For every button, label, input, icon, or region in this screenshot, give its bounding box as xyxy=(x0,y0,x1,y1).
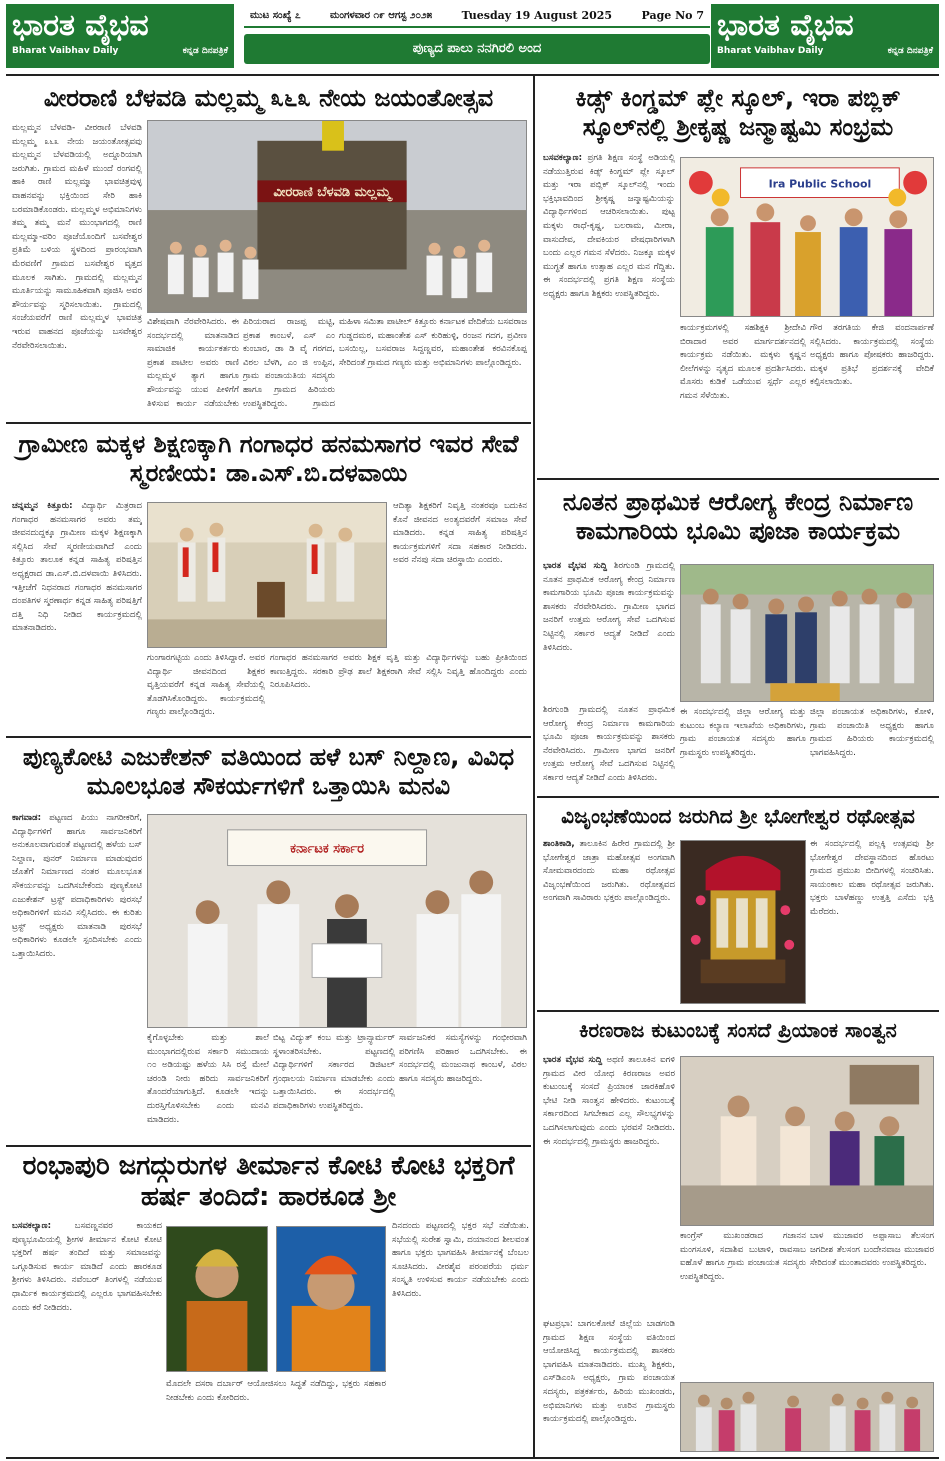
article-text: ವಿದ್ಯಾರ್ಥಿ ಮಿತ್ರರಾದ ಗಂಗಾಧರ ಹನಮಸಾಗರ ಅವರು ತಮ್ಮ ಜೀವನದುದ್ದಕ್ಕೂ ಗ್ರಾಮೀಣ ಮಕ್ಕಳ ಶಿಕ್ಷಣಕ್ಕಾಗಿ ಸಲ್ಲಿಸಿದ ಸೇವೆ ಸ್ಮರಣೀಯವಾಗಿದೆ ಎಂದು ಕಿತ್ತೂರು ತಾಲೂಕ ಕನ್ನಡ ಸಾಹಿತ್ಯ ಪರಿಷತ್ತಿನ ಅಧ್ಯಕ್ಷರಾದ ಡಾ.ಎಸ್.ಬಿ.ದಳವಾಯಿ ತಿಳಿಸಿದರು. ಇತ್ತೀಚೆಗೆ ನಿಧನರಾದ ಗಂಗಾಧರ ಹನಮಸಾಗರ ದಂಪತಿಗಳ ಸ್ಮರಣಾರ್ಥ ಕನ್ನಡ ಸಾಹಿತ್ಯ ಪರಿಷತ್ತಿಗೆ ದತ್ತಿ ನಿಧಿ ನೀಡಿದ ಕಾರ್ಯಕ್ರಮದಲ್ಲಿ ಮಾತನಾಡಿದರು. xyxy=(12,501,142,634)
article-body: ದಿನದಂದು ಪಟ್ಟಣದಲ್ಲಿ ಭಕ್ತರ ಸಭೆ ನಡೆಯಿತು. ಸಭೆಯಲ್ಲಿ ಸುರೇಶ ಸ್ವಾಮಿ, ದಯಾನಂದ ಶೀಲವಂತ ಹಾಗೂ ಭಕ್ತರು ಭಾಗವಹಿಸಿ ತೀರ್ಮಾನಕ್ಕೆ ಬೆಂಬಲ ಸೂಚಿಸಿದರು. ವೀರಶೈವ ಪರಂಪರೆಯ ಧರ್ಮ ಸಂಸ್ಕೃತಿ ಉಳಿಸುವ ಕಾರ್ಯ ನಡೆಯಬೇಕು ಎಂದು ತಿಳಿಸಿದರು. xyxy=(392,1221,529,1299)
photo-sign: Ira Public School xyxy=(768,177,872,191)
article-lead: ಕಾಗವಾಡ: xyxy=(12,813,42,823)
article-text: ತಾಲೂಕಿನ ಹಿರೇರ ಗ್ರಾಮದಲ್ಲಿ ಶ್ರೀ ಭೋಗೇಶ್ವರ ಜಾತ್ರಾ ಮಹೋತ್ಸವ ಅಂಗವಾಗಿ ಸೋಮವಾರದಂದು ಮಹಾ ರಥೋತ್ಸವ ವಿಜೃಂಭಣೆಯಿಂದ ಜರುಗಿತು. ರಥೋತ್ಸವದ ಅಂಗವಾಗಿ ಸಾವಿರಾರು ಭಕ್ತರು ಪಾಲ್ಗೊಂಡಿದ್ದರು. xyxy=(543,839,675,904)
rule xyxy=(537,796,939,798)
article-headline-rambhapuri: ರಂಭಾಪುರಿ ಜಗದ್ಗುರುಗಳ ತೀರ್ಮಾನ ಕೋಟಿ ಕೋಟಿ ಭಕ್ತರಿಗೆ ಹರ್ಷ ತಂದಿದೆ: ಹಾರಕೂಡ ಶ್ರೀ xyxy=(22,1151,515,1213)
bottom-rule xyxy=(6,1457,939,1459)
article-headline-health-centre: ನೂತನ ಪ್ರಾಥಮಿಕ ಆರೋಗ್ಯ ಕೇಂದ್ರ ನಿರ್ಮಾಣ ಕಾಮಗಾರಿಯ ಭೂಮಿ ಪೂಜಾ ಕಾರ್ಯಕ್ರಮ xyxy=(562,488,914,545)
page-number: Page No 7 xyxy=(641,8,704,22)
article-body: ಶಿರಗುಂಡಿ ಗ್ರಾಮದಲ್ಲಿ ನೂತನ ಪ್ರಾಥಮಿಕ ಆರೋಗ್ಯ ಕೇಂದ್ರ ನಿರ್ಮಾಣ ಕಾಮಗಾರಿಯ ಭೂಮಿ ಪೂಜಾ ಕಾರ್ಯಕ್ರಮವನ್ನು ಶಾಸಕರು ನೆರವೇರಿಸಿದರು. ಗ್ರಾಮೀಣ ಭಾಗದ ಜನರಿಗೆ ಉತ್ತಮ ಆರೋಗ್ಯ ಸೇವೆ ಒದಗಿಸುವ ನಿಟ್ಟಿನಲ್ಲಿ ಸರ್ಕಾರ ಆದ್ಯತೆ ನೀಡಿದೆ ಎಂದು ತಿಳಿಸಿದರು. xyxy=(543,705,675,783)
article-headline-punyakoti: ಪುಣ್ಯಕೋಟಿ ಎಜುಕೇಶನ್ ವತಿಯಿಂದ ಹಳೆ ಬಸ್ ನಿಲ್ದಾಣ, ವಿವಿಧ ಮೂಲಭೂತ ಸೌಕರ್ಯಗಳಿಗೆ ಒತ್ತಾಯಿಸಿ ಮನವಿ xyxy=(22,743,515,800)
photo-sign: ಕರ್ನಾಟಕ ಸರ್ಕಾರ xyxy=(290,841,364,857)
rule xyxy=(6,422,531,424)
article-body: ಕಾಂಗ್ರೆಸ್ ಮುಖಂಡರಾದ ಗಜಾನನ ಮಂಗಸೂಳಿ, ಸದಾಶಿವ ಬುಟಾಳಿ, ರಾವಸಾಬ ಐಹೊಳೆ ಹಾಗೂ ಗ್ರಾಮ ಪಂಚಾಯತ ಸದಸ್ಯರು ಉಪಸ್ಥಿತರಿದ್ದರು. xyxy=(680,1231,806,1282)
article-lead: ಶಾಂತಿಕಾಡಿ, xyxy=(543,839,575,849)
article-body: ಗುಂಗಾರಗಟ್ಟಿಯ ಎಂದು ತಿಳಿಸಿದ್ದಾರೆ. ಅವರ ವಿದ್ಯಾರ್ಥಿ ಜೀವನದಿಂದ ಶಿಕ್ಷಕರ ವೃತ್ತಿಯವರೆಗೆ ಕನ್ನಡ ಸಾಹಿತ್ಯ ಸೇವೆಯಲ್ಲಿ ತೊಡಗಿಸಿಕೊಂಡಿದ್ದರು. ಕಾರ್ಯಕ್ರಮದಲ್ಲಿ ಗಣ್ಯರು ಪಾಲ್ಗೊಂಡಿದ್ದರು. xyxy=(147,653,265,718)
article-text: ಪ್ರಗತಿ ಶಿಕ್ಷಣ ಸಂಸ್ಥೆ ಅಡಿಯಲ್ಲಿ ನಡೆಯುತ್ತಿರುವ ಕಿಡ್ಸ್ ಕಿಂಗ್ಡಮ್ ಪ್ಲೇ ಸ್ಕೂಲ್ ಮತ್ತು ಇರಾ ಪಬ್ಲಿಕ್ ಸ್ಕೂಲ್‌ನಲ್ಲಿ ಇಂದು ಭಕ್ತಿಭಾವದಿಂದ ಶ್ರೀಕೃಷ್ಣ ಜನ್ಮಾಷ್ಟಮಿಯನ್ನು ವಿದ್ಯಾರ್ಥಿಗಳಿಂದ ಆಚರಿಸಲಾಯಿತು. ಪುಟ್ಟ ಮಕ್ಕಳು ರಾಧೆ-ಕೃಷ್ಣ, ಬಲರಾಮ, ಮೀರಾ, ವಾಸುದೇವ, ದೇವಕಿಯರ ವೇಷಧಾರಿಗಳಾಗಿ ಬಂದು ಎಲ್ಲರ ಗಮನ ಸೆಳೆದರು. ನಿಜಕ್ಕೂ ಮಕ್ಕಳ ಮುಗ್ಧತೆ ಹಾಗೂ ಉತ್ಸಾಹ ಎಲ್ಲರ ಮನ ಗೆದ್ದಿತು. ಈ ಸಂದರ್ಭದಲ್ಲಿ ಪ್ರಗತಿ ಶಿಕ್ಷಣ ಸಂಸ್ಥೆಯ ಅಧ್ಯಕ್ಷರು ಹಾಗೂ ಶಿಕ್ಷಕರು ಉಪಸ್ಥಿತರಿದ್ದರು. xyxy=(543,153,675,299)
top-rule xyxy=(6,74,939,76)
article-text: ಶಿರಗುಂಡಿ ಗ್ರಾಮದಲ್ಲಿ ನೂತನ ಪ್ರಾಥಮಿಕ ಆರೋಗ್ಯ ಕೇಂದ್ರ ನಿರ್ಮಾಣ ಕಾಮಗಾರಿಯ ಭೂಮಿ ಪೂಜಾ ಕಾರ್ಯಕ್ರಮವನ್ನು ಶಾಸಕರು ನೆರವೇರಿಸಿದರು. ಗ್ರಾಮೀಣ ಭಾಗದ ಜನರಿಗೆ ಉತ್ತಮ ಆರೋಗ್ಯ ಸೇವೆ ಒದಗಿಸುವ ನಿಟ್ಟಿನಲ್ಲಿ ಸರ್ಕಾರ ಆದ್ಯತೆ ನೀಡಿದೆ ಎಂದು ತಿಳಿಸಿದರು. xyxy=(543,561,675,653)
article-body: ಜಿಲ್ಲಾ ಪಂಚಾಯತ ಅಧಿಕಾರಿಗಳು, ಕೋಳಿ, ಗ್ರಾಮ ಪಂಚಾಯಿತಿ ಅಧ್ಯಕ್ಷರು ಹಾಗೂ ಗ್ರಾಮದ ಹಿರಿಯರು ಕಾರ್ಯಕ್ರಮದಲ್ಲಿ ಭಾಗವಹಿಸಿದ್ದರು. xyxy=(810,707,934,758)
article-body: ಬಿಟ್ಟ ವಿದ್ಯುತ್ ಕಂಬ ಮತ್ತು ಟ್ರಾನ್ಸ್ಫಾರ್ಮರ್ ಸ್ಥಳಾಂತರಿಸಬೇಕು. ಪಟ್ಟಣದಲ್ಲಿ ವಿದ್ಯಾರ್ಥಿಗಳಿಗೆ ಸರ್ಕಾರದ ಡಿಜಿಟಲ್ ಗ್ರಂಥಾಲಯ ನಿರ್ಮಾಣ ಮಾಡಬೇಕು ಎಂದು ಒತ್ತಾಯಿಸಿದರು. ಈ ಸಂದರ್ಭದಲ್ಲಿ ಪದಾಧಿಕಾರಿಗಳು ಉಪಸ್ಥಿತರಿದ್ದರು. xyxy=(273,1033,395,1111)
masthead-center xyxy=(244,4,710,68)
article-body: ಘಟಪ್ರಭಾ: ಬಾಗಲಕೋಟೆ ಜಿಲ್ಲೆಯ ಬಾಡಗಂಡಿ ಗ್ರಾಮದ ಶಿಕ್ಷಣ ಸಂಸ್ಥೆಯ ವತಿಯಿಂದ ಆಯೋಜಿಸಿದ್ದ ಕಾರ್ಯಕ್ರಮದಲ್ಲಿ ಶಾಸಕರು ಭಾಗವಹಿಸಿ ಮಾತನಾಡಿದರು. ಮುಖ್ಯ ಶಿಕ್ಷಕರು, ಎಸ್‌ಡಿಎಂಸಿ ಅಧ್ಯಕ್ಷರು, ಗ್ರಾಮ ಪಂಚಾಯತ ಸದಸ್ಯರು, ಪತ್ರಕರ್ತರು, ಹಿರಿಯ ಮುಖಂಡರು, ಅಭಿಮಾನಿಗಳು ಮತ್ತು ಊರಿನ ಗ್ರಾಮಸ್ಥರು ಕಾರ್ಯಕ್ರಮದಲ್ಲಿ ಪಾಲ್ಗೊಂಡಿದ್ದರು. xyxy=(543,1319,675,1425)
article-body: ಗೌರ ತರಗತಿಯ ಕೇಜಿ ವಂದನಾರ್ಪಣೆ ಸಲ್ಲಿಸಿದರು. ಕಾರ್ಯಕ್ರಮದಲ್ಲಿ ಸಂಸ್ಥೆಯ ಅಧ್ಯಕ್ಷರು ಹಾಗೂ ಪೋಷಕರು ಹಾಜರಿದ್ದರು. ಮಕ್ಕಳ ಪ್ರತಿಭೆ ಪ್ರದರ್ಶನಕ್ಕೆ ವೇದಿಕೆ ಕಲ್ಪಿಸಲಾಯಿತು. xyxy=(810,323,934,388)
photo-chariot xyxy=(680,840,806,1004)
article-body xyxy=(543,838,675,1004)
tagline: ಪುಣ್ಯದ ಪಾಲು ನನಗಿರಲಿ ಅಂದ xyxy=(244,34,710,64)
rule xyxy=(537,478,939,480)
brand-logo-left xyxy=(6,4,234,68)
photo-janmashtami xyxy=(680,157,934,317)
masthead xyxy=(6,4,939,70)
article-body xyxy=(12,1220,162,1454)
article-body: ಈ ಸಂದರ್ಭದಲ್ಲಿ ಪಲ್ಲಕ್ಕಿ ಉತ್ಸವವು ಶ್ರೀ ಭೋಗೇಶ್ವರ ದೇವಸ್ಥಾನದಿಂದ ಹೊರಟು ಗ್ರಾಮದ ಪ್ರಮುಖ ಬೀದಿಗಳಲ್ಲಿ ಸಂಚರಿಸಿತು. ಸಾಯಂಕಾಲ ಮಹಾ ರಥೋತ್ಸವ ಜರುಗಿತು. ಭಕ್ತರು ಬಾಳೆಹಣ್ಣು ಉತ್ತತ್ತಿ ಎಸೆದು ಭಕ್ತಿ ಮೆರೆದರು. xyxy=(810,839,934,917)
article-body: ಬಾಳ ಮುಜಾವರ ಅಪ್ಪಾಸಾಬ ತೆಲಸಂಗ ಜಗದೀಶ ತೆಲಸಂಗ ಬಂದೇನವಾಜ ಮುಜಾವರ ಸೇರಿದಂತೆ ಮುಂತಾದವರು ಉಪಸ್ಥಿತರಿದ್ದರು. xyxy=(810,1231,934,1269)
article-body: ಮೊದಲೇ ದಸರಾ ದರ್ಬಾರ್ ಆಯೋಜಿಸಲು ಸಿದ್ಧತೆ ನಡೆದಿದ್ದು, ಭಕ್ತರು ಸಹಕಾರ ನೀಡಬೇಕು ಎಂದು ಕೋರಿದರು. xyxy=(166,1379,386,1403)
photo-felicitation xyxy=(147,502,387,648)
article-body xyxy=(543,152,675,470)
rule xyxy=(6,736,531,738)
brand-kn: ಕನ್ನಡ ದಿನಪತ್ರಿಕೆ xyxy=(887,46,933,56)
article-lead: ಬಸವಕಲ್ಯಾಣ: xyxy=(12,1221,52,1231)
photo-swamiji-right xyxy=(276,1226,386,1372)
issue-number: ಮುಟ ಸಂಖ್ಯೆ ೭ xyxy=(250,9,301,21)
article-headline-janmashtami: ಕಿಡ್ಸ್ ಕಿಂಗ್ಡಮ್ ಪ್ಲೇ ಸ್ಕೂಲ್, ಇರಾ ಪಬ್ಲಿಕ್ ಸ್ಕೂಲ್‌ನಲ್ಲಿ ಶ್ರೀಕೃಷ್ಣ ಜನ್ಮಾಷ್ಟಮಿ ಸಂಭ್ರಮ xyxy=(575,84,901,141)
photo-mallamma-statue xyxy=(147,120,527,313)
brand-en: Bharat Vaibhav Daily xyxy=(717,46,824,56)
article-body: ಕೈಗೊಳ್ಳಬೇಕು ಮತ್ತು ಶಾಲೆ ಮುಂಭಾಗದಲ್ಲಿರುವ ಸರ್ಕಾರಿ ಸಮುದಾಯ ೧೦ ಅಡಿಯಷ್ಟು ಹಳೆಯ ಸಿಸಿ ರಸ್ತೆ ಮೇಲೆ ಚರಂಡಿ ನೀರು ಹರಿದು ಸಾರ್ವಜನಿಕರಿಗೆ ತೊಂದರೆಯಾಗುತ್ತಿದೆ. ಕೂಡಲೇ ಇದನ್ನು ದುರಸ್ತಿಗೊಳಿಸಬೇಕು ಎಂದು ಮನವಿ ಮಾಡಿದರು. xyxy=(147,1033,269,1125)
article-body xyxy=(543,1054,675,1228)
article-body: ಈ ಸಂದರ್ಭದಲ್ಲಿ ಜಿಲ್ಲಾ ಆರೋಗ್ಯ ಮತ್ತು ಕುಟುಂಬ ಕಲ್ಯಾಣ ಇಲಾಖೆಯ ಅಧಿಕಾರಿಗಳು, ಗ್ರಾಮ ಪಂಚಾಯತ ಸದಸ್ಯರು ಹಾಗೂ ಗ್ರಾಮಸ್ಥರು ಉಪಸ್ಥಿತರಿದ್ದರು. xyxy=(680,707,806,758)
article-body: ವಿಶೇಷವಾಗಿ ನೆರವೇರಿಸಿದರು. ಈ ಸಂದರ್ಭದಲ್ಲಿ ಮಾತನಾಡಿದ ಸಾಮಾಜಿಕ ಕಾರ್ಯಕರ್ತರು ಪ್ರಕಾಶ ಪಾಟೀಲ ಅವರು ರಾಣಿ ಮಲ್ಲಮ್ಮಳ ತ್ಯಾಗ ಹಾಗೂ ಶೌರ್ಯವನ್ನು ಯುವ ಪೀಳಿಗೆಗೆ ತಿಳಿಸುವ ಕಾರ್ಯ ನಡೆಯಬೇಕು xyxy=(147,317,239,409)
article-text: ಅಥಣಿ ತಾಲೂಕಿನ ಐಗಳಿ ಗ್ರಾಮದ ವೀರ ಯೋಧ ಕಿರಣರಾಜ ಅವರ ಕುಟುಂಬಕ್ಕೆ ಸಂಸದೆ ಪ್ರಿಯಾಂಕ ಜಾರಕಿಹೊಳಿ ಭೇಟಿ ನೀಡಿ ಸಾಂತ್ವನ ಹೇಳಿದರು. ಕುಟುಂಬಕ್ಕೆ ಸರ್ಕಾರದಿಂದ ಸಿಗಬೇಕಾದ ಎಲ್ಲ ಸೌಲಭ್ಯಗಳನ್ನು ಒದಗಿಸಲಾಗುವುದು ಎಂದು ಭರವಸೆ ನೀಡಿದರು. ಈ ಸಂದರ್ಭದಲ್ಲಿ ಗ್ರಾಮಸ್ಥರು ಹಾಜರಿದ್ದರು. xyxy=(543,1055,675,1147)
photo-bhoomi-pooja xyxy=(680,564,934,702)
brand-logo-right xyxy=(711,4,939,68)
rule xyxy=(537,1010,939,1012)
issue-date: Tuesday 19 August 2025 xyxy=(461,8,613,22)
photo-memorandum xyxy=(147,814,527,1028)
photo-family-visit xyxy=(680,1056,934,1226)
brand-title: ಭಾರತ ವೈಭವ xyxy=(717,8,854,43)
brand-en: Bharat Vaibhav Daily xyxy=(12,46,119,56)
article-body: ಗಂಗಾಧರ ಹನಮಸಾಗರ ಅವರು ಶಿಕ್ಷಕ ವೃತ್ತಿ ಮತ್ತು ವಿದ್ಯಾರ್ಥಿಗಳನ್ನು ಬಹು ಪ್ರೀತಿಯಿಂದ ಕಾಣುತ್ತಿದ್ದರು. ಸರಕಾರಿ ಪ್ರೌಢ ಶಾಲೆ ಶಿಕ್ಷಕರಾಗಿ ಸೇವೆ ಸಲ್ಲಿಸಿ ನಿವೃತ್ತಿ ಹೊಂದಿದ್ದರು ಎಂದು ನಿರೂಪಿಸಿದರು. xyxy=(270,653,527,691)
article-lead: ಬಸವಕಲ್ಯಾಣ: xyxy=(543,153,583,163)
article-headline-rathotsava: ವಿಜೃಂಭಣೆಯಿಂದ ಜರುಗಿದ ಶ್ರೀ ಭೋಗೇಶ್ವರ ರಥೋತ್ಸವ xyxy=(561,804,915,828)
article-body: ಕಾರ್ಯಕ್ರಮಗಳಲ್ಲಿ ಸಹಶಿಕ್ಷಕಿ ಶ್ರೀದೇವಿ ಬಿರಾದಾರ ಅವರ ಮಾರ್ಗದರ್ಶನದಲ್ಲಿ ಕಾರ್ಯಕ್ರಮ ನಡೆಯಿತು. ಮಕ್ಕಳು ಕೃಷ್ಣನ ಲೀಲೆಗಳನ್ನು ನೃತ್ಯದ ಮೂಲಕ ಪ್ರದರ್ಶಿಸಿದರು. ಮೊಸರು ಕುಡಿಕೆ ಒಡೆಯುವ ಸ್ಪರ್ಧೆ ಎಲ್ಲರ ಗಮನ ಸೆಳೆಯಿತು. xyxy=(680,323,806,401)
column-divider xyxy=(533,76,535,1457)
article-headline-gangadhar: ಗ್ರಾಮೀಣ ಮಕ್ಕಳ ಶಿಕ್ಷಣಕ್ಕಾಗಿ ಗಂಗಾಧರ ಹನಮಸಾಗರ ಇವರ ಸೇವೆ ಸ್ಮರಣೀಯ: ಡಾ.ಎಸ್.ಬಿ.ದಳವಾಯಿ xyxy=(18,430,519,487)
article-text: ಬಸವಣ್ಣನವರ ಕಾಯಕದ ಪುಣ್ಯಭೂಮಿಯಲ್ಲಿ ಶ್ರೀಗಳ ತೀರ್ಮಾನ ಕೋಟಿ ಕೋಟಿ ಭಕ್ತರಿಗೆ ಹರ್ಷ ತಂದಿದೆ ಮತ್ತು ಸಮಾಜವನ್ನು ಒಗ್ಗೂಡಿಸುವ ಕಾರ್ಯ ಮಾಡಿದೆ ಎಂದು ಹಾರಕೂಡ ಶ್ರೀಗಳು ತಿಳಿಸಿದರು. ನವೆಂಬರ್ ತಿಂಗಳಲ್ಲಿ ನಡೆಯುವ ಧಾರ್ಮಿಕ ಕಾರ್ಯಕ್ರಮದಲ್ಲಿ ಎಲ್ಲರೂ ಭಾಗವಹಿಸಬೇಕು ಎಂದು ಕರೆ ನೀಡಿದರು. xyxy=(12,1221,162,1313)
article-lead: ಭಾರತ ವೈಭವ ಸುದ್ದಿ xyxy=(543,1055,603,1065)
article-headline-mallamma: ವೀರರಾಣಿ ಬೆಳವಡಿ ಮಲ್ಲಮ್ಮ ೩೬೩ ನೇಯ ಜಯಂತೋತ್ಸವ xyxy=(43,84,494,112)
brand-kn: ಕನ್ನಡ ದಿನಪತ್ರಿಕೆ xyxy=(182,46,228,56)
article-body: ಮಲ್ಲಮ್ಮನ ಬೆಳವಡಿ- ವೀರರಾಣಿ ಬೆಳವಡಿ ಮಲ್ಲಮ್ಮ ೩೬೩ ನೇಯ ಜಯಂತೋತ್ಸವವು ಮಲ್ಲಮ್ಮನ ಬೆಳವಡಿಯಲ್ಲಿ ಅದ್ದೂರಿಯಾಗಿ ಜರುಗಿತು. ಗ್ರಾಮದ ಮಹಿಳೆ ಮುಂದೆ ರಂಗವಲ್ಲಿ ಹಾಕಿ ರಾಣಿ ಮಲ್ಲಮ್ಮಾ ಭಾವಚಿತ್ರವುಳ್ಳ ವಾಹನವನ್ನು ಭಕ್ತಿಯಿಂದ ಸೇರಿ ಹಾಕಿ ಬರಮಾಡಿಕೊಂಡರು. ಮಲ್ಲಮ್ಮಳ ಅಭಿಮಾನಿಗಳು ತಮ್ಮ ತಮ್ಮ ಮನೆ ಮುಂಭಾಗದಲ್ಲಿ ರಾಣಿ ಮಲ್ಲಮ್ಮಾ-ವರಿಂ ಪೂಜೆಯೊಂದಿಗೆ ಬಸವೇಶ್ವರ ಪ್ರತಿಮೆ ಬಳಿಯ ಸ್ಥಳದಿಂದ ಪ್ರಾರಂಭವಾಗಿ ಮೆರವಣಿಗೆ ಗ್ರಾಮದ ಬಸವೇಶ್ವರ ವೃತ್ತದ ಮೂಲಕ ಸಾಗಿತು. ಗ್ರಾಮದಲ್ಲಿ ಮಲ್ಲಮ್ಮನ ಮೂರ್ತಿಯನ್ನು ಸಾಮೂಹಿಕವಾಗಿ ಪೂಜಿಸಿ ಅವರ ಶೌರ್ಯವನ್ನು ಸ್ಮರಿಸಲಾಯಿತು. ಗ್ರಾಮದಲ್ಲಿ ಸಂಜೆಯವರೆಗೆ ರಾಣಿ ಮಲ್ಲಮ್ಮಳ ಭಾವಚಿತ್ರ ಇರುವ ವಾಹನದ ಪೂಜೆಯನ್ನು ಬಸವೇಶ್ವರ ನೆರವೇರಿಸಲಾಯಿತು. xyxy=(12,123,142,351)
photo-swamiji-left xyxy=(166,1226,268,1372)
article-body: ಪಿರಿಯರಾದ ರಾಜಪ್ಪ ಮಟ್ಟಿ, ಪ್ರಕಾಶ ಕಾಂಬಳೆ, ಎಸ್ ಎಂ ಕುಂಬಾರ, ಡಾ ಡಿ ವೈ ಗರಗದ, ವಿಠಲ ಬೆಳಗಿ, ಎಂ ಜಿ ಉಪ್ಪಿನ, ಗ್ರಾಮ ಪಂಚಾಯತಿಯ ಸದಸ್ಯರು ಹಾಗೂ ಗ್ರಾಮದ ಹಿರಿಯರು ಉಪಸ್ಥಿತರಿದ್ದರು. ಗ್ರಾಮದ xyxy=(243,317,335,409)
issue-meta xyxy=(244,4,710,28)
photo-banner: ವೀರರಾಣಿ ಬೆಳವಡಿ ಮಲ್ಲಮ್ಮ xyxy=(273,185,391,201)
article-body: ಸಾರ್ವಜನಿಕರ ಸಮಸ್ಯೆಗಳನ್ನು ಗಂಭೀರವಾಗಿ ಪರಿಗಣಿಸಿ ಪರಿಹಾರ ಒದಗಿಸಬೇಕು. ಈ ಸಂದರ್ಭದಲ್ಲಿ ಮಂಜುನಾಥ ಕಾಂಬಳೆ, ವಿಠಲ ಹಾಗೂ ಸದಸ್ಯರು ಹಾಜರಿದ್ದರು. xyxy=(399,1033,527,1084)
brand-title: ಭಾರತ ವೈಭವ xyxy=(12,8,149,43)
kannada-date: ಮಂಗಳವಾರ ೧೯ ಆಗಸ್ಟ ೨೦೨೫ xyxy=(330,9,433,21)
article-body: ಮಹಿಳಾ ಸಮಿತಾ ಪಾಟೀಲ್ ಕಿತ್ತೂರು ಕರ್ನಾಟಕ ವೇದಿಕೆಯ ಬಸವರಾಜ ಗುಡ್ಡದಮಠ, ಮಹಾಂತೇಶ ಎಸ್ ಕುರಿಹುಳ್ಳಿ, ರಂಜನ ಗದಗ, ಪ್ರವೀಣ ಬಸಯಿಲ್ಲ, ಬಸವರಾಜ ಸಿದ್ದಣ್ಣವರ, ಮಹಾಂತೇಶ ಕರವಿನಕೊಪ್ಪ ಸೇರಿದಂತೆ ಗ್ರಾಮದ ಗಣ್ಯರು ಮತ್ತು ಅಭಿಮಾನಿಗಳು ಪಾಲ್ಗೊಂಡಿದ್ದರು. xyxy=(339,317,527,368)
article-headline-santvana: ಕಿರಣರಾಜ ಕುಟುಂಬಕ್ಕೆ ಸಂಸದೆ ಪ್ರಿಯಾಂಕ ಸಾಂತ್ವನ xyxy=(579,1018,897,1042)
article-text: ಪಟ್ಟಣದ ಪಿಯು ನಾಗರೀಕರಿಗೆ, ವಿದ್ಯಾರ್ಥಿಗಳಿಗೆ ಹಾಗೂ ಸಾರ್ವಜನಿಕರಿಗೆ ಅನುಕೂಲವಾಗುವಂತೆ ಪಟ್ಟಣದಲ್ಲಿ ಹಳೆಯ ಬಸ್ ನಿಲ್ದಾಣ, ಪುನರ್ ನಿರ್ಮಾಣ ಮಾಡುವುದರ ಜೊತೆಗೆ ನಿರ್ಮಾಣದ ನಂತರ ಮೂಲಭೂತ ಸೌಕರ್ಯವನ್ನು ಒದಗಿಸಬೇಕೆಂದು ಪುಣ್ಯಕೋಟಿ ಎಜುಕೇಶನ್ ಟ್ರಸ್ಟ್ ಪದಾಧಿಕಾರಿಗಳು ಪುರಸಭೆ ಅಧಿಕಾರಿಗಳಿಗೆ ಮನವಿ ಸಲ್ಲಿಸಿದರು. ಈ ಕುರಿತು ಟ್ರಸ್ಟ್ ಅಧ್ಯಕ್ಷರು ಮಾತನಾಡಿ ಪುರಸಭೆ ಅಧಿಕಾರಿಗಳು ಕೂಡಲೇ ಸ್ಪಂದಿಸಬೇಕು ಎಂದು ಒತ್ತಾಯಿಸಿದರು. xyxy=(12,813,142,959)
article-body xyxy=(12,500,142,728)
article-body: ಆದಿತ್ಯಾ ಶಿಕ್ಷಕರಿಗೆ ನಿವೃತ್ತಿ ನಂತರವೂ ಬದುಕಿನ ಕೊನೆ ಜೀವನದ ಅಂತ್ಯದವರೆಗೆ ಸಮಾಜ ಸೇವೆ ಮಾಡಿದರು. ಕನ್ನಡ ಸಾಹಿತ್ಯ ಪರಿಷತ್ತಿನ ಕಾರ್ಯಕ್ರಮಗಳಿಗೆ ಸದಾ ಸಹಕಾರ ನೀಡಿದರು. ಅವರ ನೆನಪು ಸದಾ ಚಿರಸ್ಥಾಯಿ ಎಂದರು. xyxy=(393,501,527,566)
article-body xyxy=(12,812,142,1138)
photo-school-event xyxy=(680,1382,934,1452)
article-lead: ಚನ್ನಮ್ಮನ ಕಿತ್ತೂರು: xyxy=(12,501,73,511)
article-body xyxy=(543,560,675,700)
rule xyxy=(6,1145,531,1147)
article-lead: ಭಾರತ ವೈಭವ ಸುದ್ದಿ xyxy=(543,561,608,571)
